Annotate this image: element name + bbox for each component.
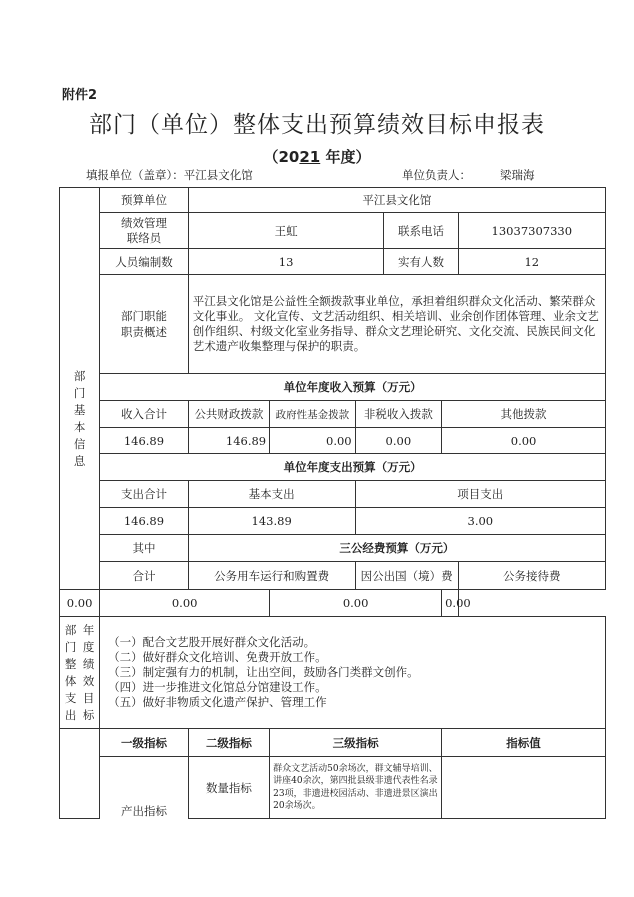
- year-value: 21: [299, 148, 321, 166]
- duty-row: [60, 275, 606, 374]
- expense-header-row: [60, 481, 606, 508]
- contact-name: 王虹: [188, 213, 384, 249]
- goal-item: （二）做好群众文化培训、免费开放工作。: [108, 650, 327, 664]
- budget-unit-value: 平江县文化馆: [188, 188, 605, 213]
- income-header: 其他拨款: [442, 401, 606, 428]
- income-header: 非税收入拨款: [355, 401, 442, 428]
- three-public-header: 公务用车运行和购置费: [188, 562, 355, 590]
- three-public-header-row: [60, 562, 606, 590]
- income-title-row: [60, 374, 606, 401]
- three-public-value: 0.00: [270, 590, 442, 617]
- indicator-value: [442, 757, 606, 819]
- indicator-header: 一级指标: [100, 729, 189, 757]
- contact-row: [60, 213, 606, 249]
- staff-quota-value: 13: [188, 249, 384, 275]
- budget-unit-row: [60, 188, 606, 213]
- staff-quota-label: 人员编制数: [100, 249, 189, 275]
- expense-value: 146.89: [100, 508, 189, 535]
- income-title: 单位年度收入预算（万元）: [100, 374, 606, 401]
- goals-row: [60, 617, 606, 729]
- budget-form-table: [59, 187, 606, 819]
- year-suffix: 年度）: [320, 148, 371, 166]
- expense-header: 基本支出: [188, 481, 355, 508]
- goal-item: （三）制定强有力的机制，让出空间，鼓励各门类群文创作。: [108, 665, 419, 679]
- year-prefix: （20: [263, 148, 300, 166]
- expense-title: 单位年度支出预算（万元）: [100, 454, 606, 481]
- indicator-level1: 产出指标: [100, 757, 189, 819]
- phone-label: 联系电话: [384, 213, 458, 249]
- three-public-value: 0.00: [60, 590, 100, 617]
- leader-label: 单位负责人：: [402, 168, 471, 182]
- budget-unit-label: 预算单位: [100, 188, 189, 213]
- filler-unit: 填报单位（盖章）：平江县文化馆: [86, 168, 253, 182]
- duty-label: 部门职能 职责概述: [100, 275, 189, 374]
- year-label: [0, 146, 634, 167]
- income-value: 146.89: [188, 428, 269, 454]
- income-value: 0.00: [270, 428, 355, 454]
- three-public-value: 0.00: [442, 590, 458, 617]
- three-public-header: 因公出国（境）费: [355, 562, 458, 590]
- expense-value: 3.00: [355, 508, 605, 535]
- contact-label: 绩效管理 联络员: [100, 213, 189, 249]
- income-value: 146.89: [100, 428, 189, 454]
- attachment-label: 附件2: [62, 88, 98, 103]
- income-value-row: [60, 428, 606, 454]
- duty-description: 平江县文化馆是公益性全额拨款事业单位，承担着组织群众文化活动、繁荣群众文化事业。 文化宣传、文艺活动组织、相关培训、业余创作团体管理、业余文艺创作组织、村级文化室业务指导、群众文艺理论研究、文化交流、民族民间文化艺术遗产收集整理与保护的职责。: [188, 275, 605, 374]
- expense-title-row: [60, 454, 606, 481]
- three-public-title-row: [60, 535, 606, 562]
- indicator-header: 二级指标: [188, 729, 269, 757]
- page-title: 部门（单位）整体支出预算绩效目标申报表: [89, 112, 545, 138]
- expense-header: 项目支出: [355, 481, 605, 508]
- three-public-value: 0.00: [100, 590, 270, 617]
- basic-info-section-label: 部门基本信息: [60, 188, 100, 590]
- three-public-header: 公务接待费: [458, 562, 605, 590]
- goal-item: （一）配合文艺股开展好群众文化活动。: [108, 635, 316, 649]
- income-value: 0.00: [355, 428, 442, 454]
- income-value: 0.00: [442, 428, 606, 454]
- three-public-title: 三公经费预算（万元）: [188, 535, 605, 562]
- three-public-header: 合计: [100, 562, 189, 590]
- income-header-row: [60, 401, 606, 428]
- expense-value: 143.89: [188, 508, 355, 535]
- indicator-header-row: [60, 729, 606, 757]
- staff-row: [60, 249, 606, 275]
- income-header: 公共财政拨款: [188, 401, 269, 428]
- goals-label-col1: 部 门 整 体 支 出: [64, 622, 77, 722]
- leader-name: 梁瑞海: [500, 168, 535, 182]
- goal-item: （五）做好非物质文化遗产保护、管理工作: [108, 695, 327, 709]
- indicator-level3: 群众文艺活动50余场次，群文辅导培训、讲座40余次，第四批县级非遗代表性名录23项，非遗进校园活动、非遗进景区演出20余场次。: [270, 757, 442, 819]
- expense-header: 支出合计: [100, 481, 189, 508]
- indicator-row: [60, 757, 606, 819]
- goals-list: [100, 617, 606, 729]
- income-header: 收入合计: [100, 401, 189, 428]
- indicator-section-label: [60, 729, 100, 819]
- indicator-level2: 数量指标: [188, 757, 269, 819]
- income-header: 政府性基金拨款: [270, 401, 355, 428]
- actual-staff-label: 实有人数: [384, 249, 458, 275]
- three-public-value-row: [60, 590, 606, 617]
- goal-item: （四）进一步推进文化馆总分馆建设工作。: [108, 680, 327, 694]
- indicator-header: 三级指标: [270, 729, 442, 757]
- indicator-header: 指标值: [442, 729, 606, 757]
- phone-value: 13037307330: [458, 213, 605, 249]
- expense-value-row: [60, 508, 606, 535]
- goals-section-label: [60, 617, 100, 729]
- of-which-label: 其中: [100, 535, 189, 562]
- actual-staff-value: 12: [458, 249, 605, 275]
- goals-label-col2: 年 度 绩 效 目 标: [82, 622, 95, 722]
